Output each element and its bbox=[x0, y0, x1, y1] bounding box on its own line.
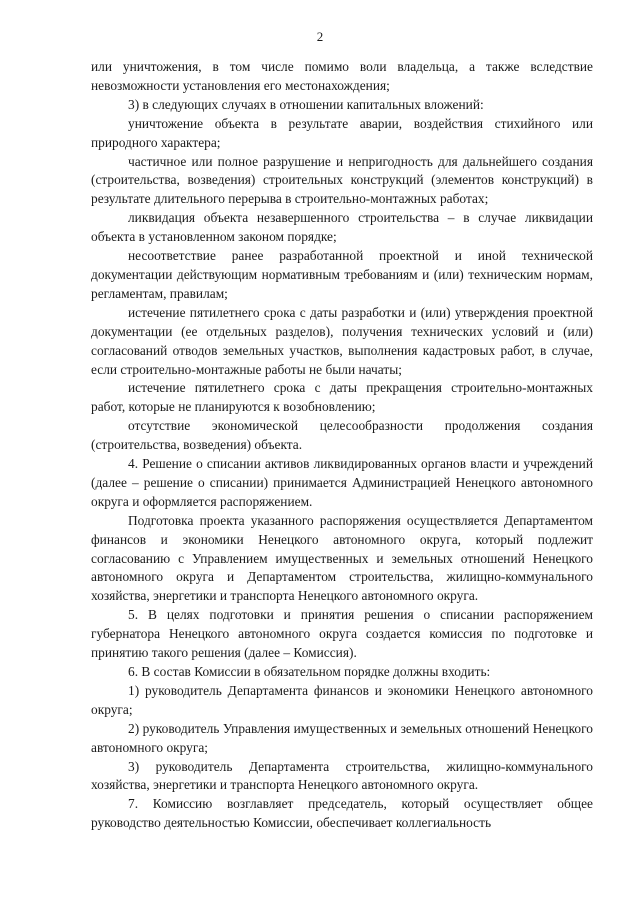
paragraph: 5. В целях подготовки и принятия решения о списании распоряжением губернатора Ненецкого автономного округа создается комиссия по подготовке и принятию такого решения (далее – Комиссия). bbox=[91, 607, 593, 661]
paragraph: частичное или полное разрушение и непригодность для дальнейшего создания (строительства, возведения) строительных конструкций (элементов конструкций) в результате длительного перерыва в строительно-монтажных работах; bbox=[91, 153, 593, 207]
paragraph: Подготовка проекта указанного распоряжения осуществляется Департаментом финансов и экономики Ненецкого автономного округа, который подлежит согласованию с Управлением имущественных и земельных отношений Ненецкого автономного округа и Департаментом строительства, жилищно-коммунального хозяйства, энергетики и транспорта Ненецкого автономного округа. bbox=[91, 512, 593, 604]
paragraph: 3) руководитель Департамента строительства, жилищно-коммунального хозяйства, энергетики и транспорта Ненецкого автономного округа. bbox=[91, 758, 593, 793]
paragraph: истечение пятилетнего срока с даты разработки и (или) утверждения проектной документации (ее отдельных разделов), получения технических условий и (или) согласований отводов земельных участков, выполнения кадастровых работ, в случае, если строительно-монтажные работы не были начаты; bbox=[91, 304, 593, 377]
paragraph: истечение пятилетнего срока с даты прекращения строительно-монтажных работ, которые не планируются к возобновлению; bbox=[91, 380, 593, 415]
paragraph: уничтожение объекта в результате аварии, воздействия стихийного или природного характера; bbox=[91, 115, 593, 150]
paragraph: несоответствие ранее разработанной проектной и иной технической документации действующим нормативным требованиям и (или) техническим нормам, регламентам, правилам; bbox=[91, 248, 593, 301]
paragraph: 6. В состав Комиссии в обязательном порядке должны входить: bbox=[128, 664, 491, 679]
paragraph: 3) в следующих случаях в отношении капитальных вложений: bbox=[128, 96, 484, 112]
paragraph: 4. Решение о списании активов ликвидированных органов власти и учреждений (далее – решение о списании) принимается Администрацией Ненецкого автономного округа и оформляется распоряжением. bbox=[91, 456, 593, 509]
paragraph: ликвидация объекта незавершенного строительства – в случае ликвидации объекта в установленном законом порядке; bbox=[91, 210, 593, 245]
paragraph: 7. Комиссию возглавляет председатель, который осуществляет общее руководство деятельностью Комиссии, обеспечивает коллегиальность bbox=[91, 796, 593, 831]
paragraph: 2) руководитель Управления имущественных и земельных отношений Ненецкого автономного округа; bbox=[91, 720, 593, 755]
paragraph: отсутствие экономической целесообразности продолжения создания (строительства, возведения) объекта. bbox=[91, 418, 593, 453]
paragraph: 1) руководитель Департамента финансов и экономики Ненецкого автономного округа; bbox=[91, 682, 593, 717]
paragraph: или уничтожения, в том числе помимо воли владельца, а также вследствие невозможности установления его местонахождения; bbox=[91, 59, 593, 93]
document-body bbox=[91, 58, 593, 833]
page-number: 2 bbox=[316, 29, 324, 44]
